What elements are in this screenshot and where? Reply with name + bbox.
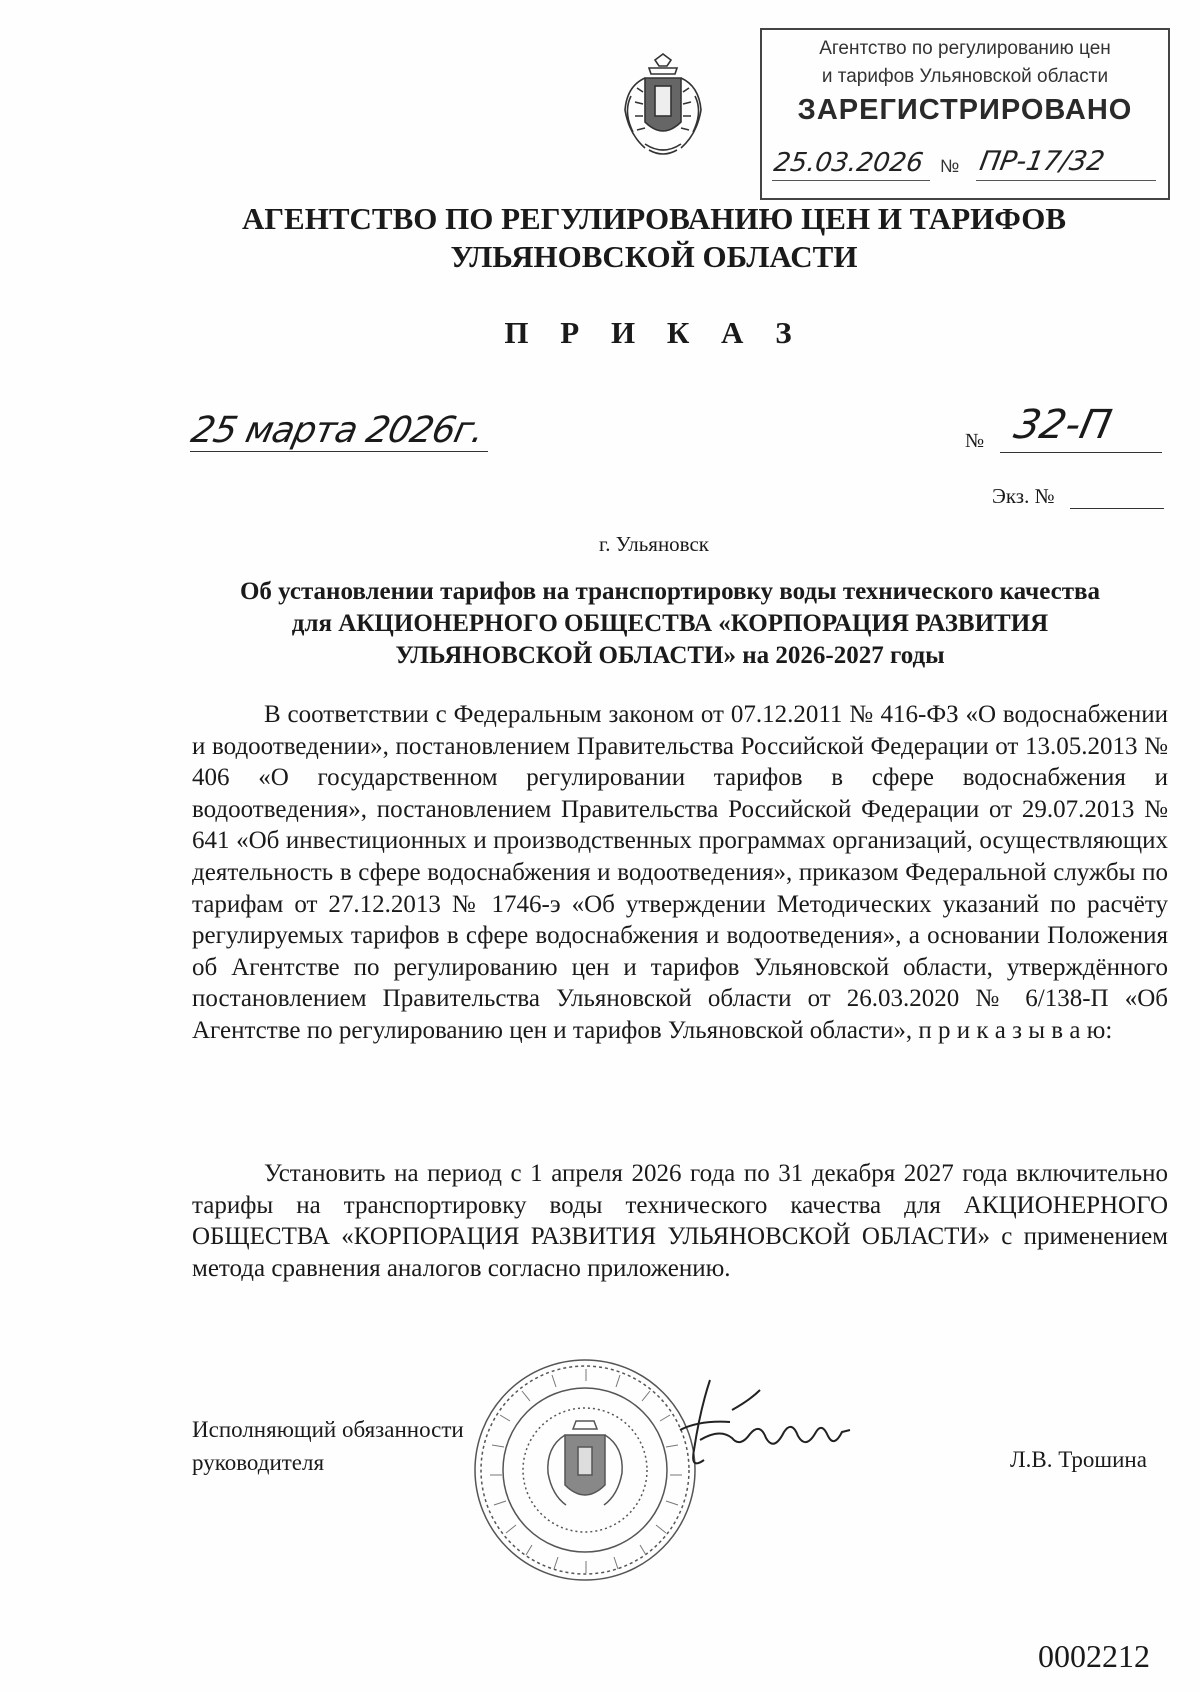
- copy-number-label: Экз. №: [992, 484, 1055, 508]
- stamp-date: 25.03.2026: [771, 148, 925, 178]
- stamp-agency-line1: Агентство по регулированию цен: [819, 38, 1111, 59]
- order-command: п р и к а з ы в а ю:: [918, 1016, 1113, 1044]
- body-paragraph-1: [192, 699, 1168, 1047]
- stamp-number: ПР-17/32: [977, 146, 1107, 177]
- copy-number-underline: [1070, 508, 1164, 509]
- order-date: 25 марта 2026г.: [187, 410, 488, 451]
- signatory-role-line2: руководителя: [192, 1450, 325, 1475]
- order-date-underline: [190, 451, 488, 452]
- city: г. Ульяновск: [598, 532, 709, 556]
- serial-number: 0002212: [1038, 1638, 1150, 1674]
- agency-name-line2: УЛЬЯНОВСКОЙ ОБЛАСТИ: [450, 239, 858, 274]
- paragraph-2-text: Установить на период с 1 апреля 2026 года по 31 декабря 2027 года включительно тарифы на транспортировку воды технического качества для АКЦИОНЕРНОГО ОБЩЕСТВА «КОРПОРАЦИЯ РАЗВИТИЯ УЛЬЯНОВСКОЙ ОБЛАСТИ» с применением метода сравнения аналогов согласно приложению.: [192, 1160, 1168, 1282]
- order-number-sign: №: [965, 430, 985, 452]
- stamp-status: ЗАРЕГИСТРИРОВАНО: [797, 94, 1133, 126]
- stamp-number-underline: [976, 180, 1156, 181]
- document-type-title: П Р И К А З: [504, 315, 804, 350]
- paragraph-1-text: В соответствии с Федеральным законом от 07.12.2011 № 416-ФЗ «О водоснабжении и водоотведении», постановлением Правительства Российской Федерации от 13.05.2013 № 406 «О государственном регулировании тарифов в сфере водоснабжения и водоотведения», постановлением Правительства Российской Федерации от 29.07.2013 № 641 «Об инвестиционных и производственных программах организаций, осуществляющих деятельность в сфере водоснабжения и водоотведения», приказом Федеральной службы по тарифам от 27.12.2013 № 1746-э «Об утверждении Методических указаний по расчёту регулируемых тарифов в сфере водоснабжения и водоотведения», а основании Положения об Агентстве по регулированию цен и тарифов Ульяновской области, утверждённого постановлением Правительства Ульяновской области от 26.03.2020 № 6/138-П «Об Агентстве по регулированию цен и тарифов Ульяновской области»,: [192, 701, 1168, 1044]
- agency-name-line1: АГЕНТСТВО ПО РЕГУЛИРОВАНИЮ ЦЕН И ТАРИФОВ: [241, 201, 1067, 236]
- stamp-number-sign: №: [940, 156, 960, 176]
- body-paragraph-2: [192, 1158, 1168, 1284]
- handwritten-signature-icon: [670, 1370, 870, 1480]
- coat-of-arms-icon: [615, 52, 711, 160]
- official-seal-icon: [470, 1355, 700, 1585]
- registration-stamp: [760, 28, 1170, 200]
- order-subject: Об установлении тарифов на транспортировку воды технического качества для АКЦИОНЕРНОГО ОБЩЕСТВА «КОРПОРАЦИЯ РАЗВИТИЯ УЛЬЯНОВСКОЙ ОБЛАСТИ» на 2026-2027 годы: [239, 578, 1101, 669]
- stamp-agency-line2: и тарифов Ульяновской области: [821, 66, 1109, 87]
- order-number: 32-П: [1010, 402, 1116, 448]
- signatory-role: [192, 1413, 464, 1479]
- signatory-role-line1: Исполняющий обязанности: [192, 1417, 464, 1442]
- order-number-underline: [1000, 452, 1162, 453]
- signatory-name: Л.В. Трошина: [1010, 1447, 1147, 1472]
- stamp-date-underline: [772, 180, 930, 181]
